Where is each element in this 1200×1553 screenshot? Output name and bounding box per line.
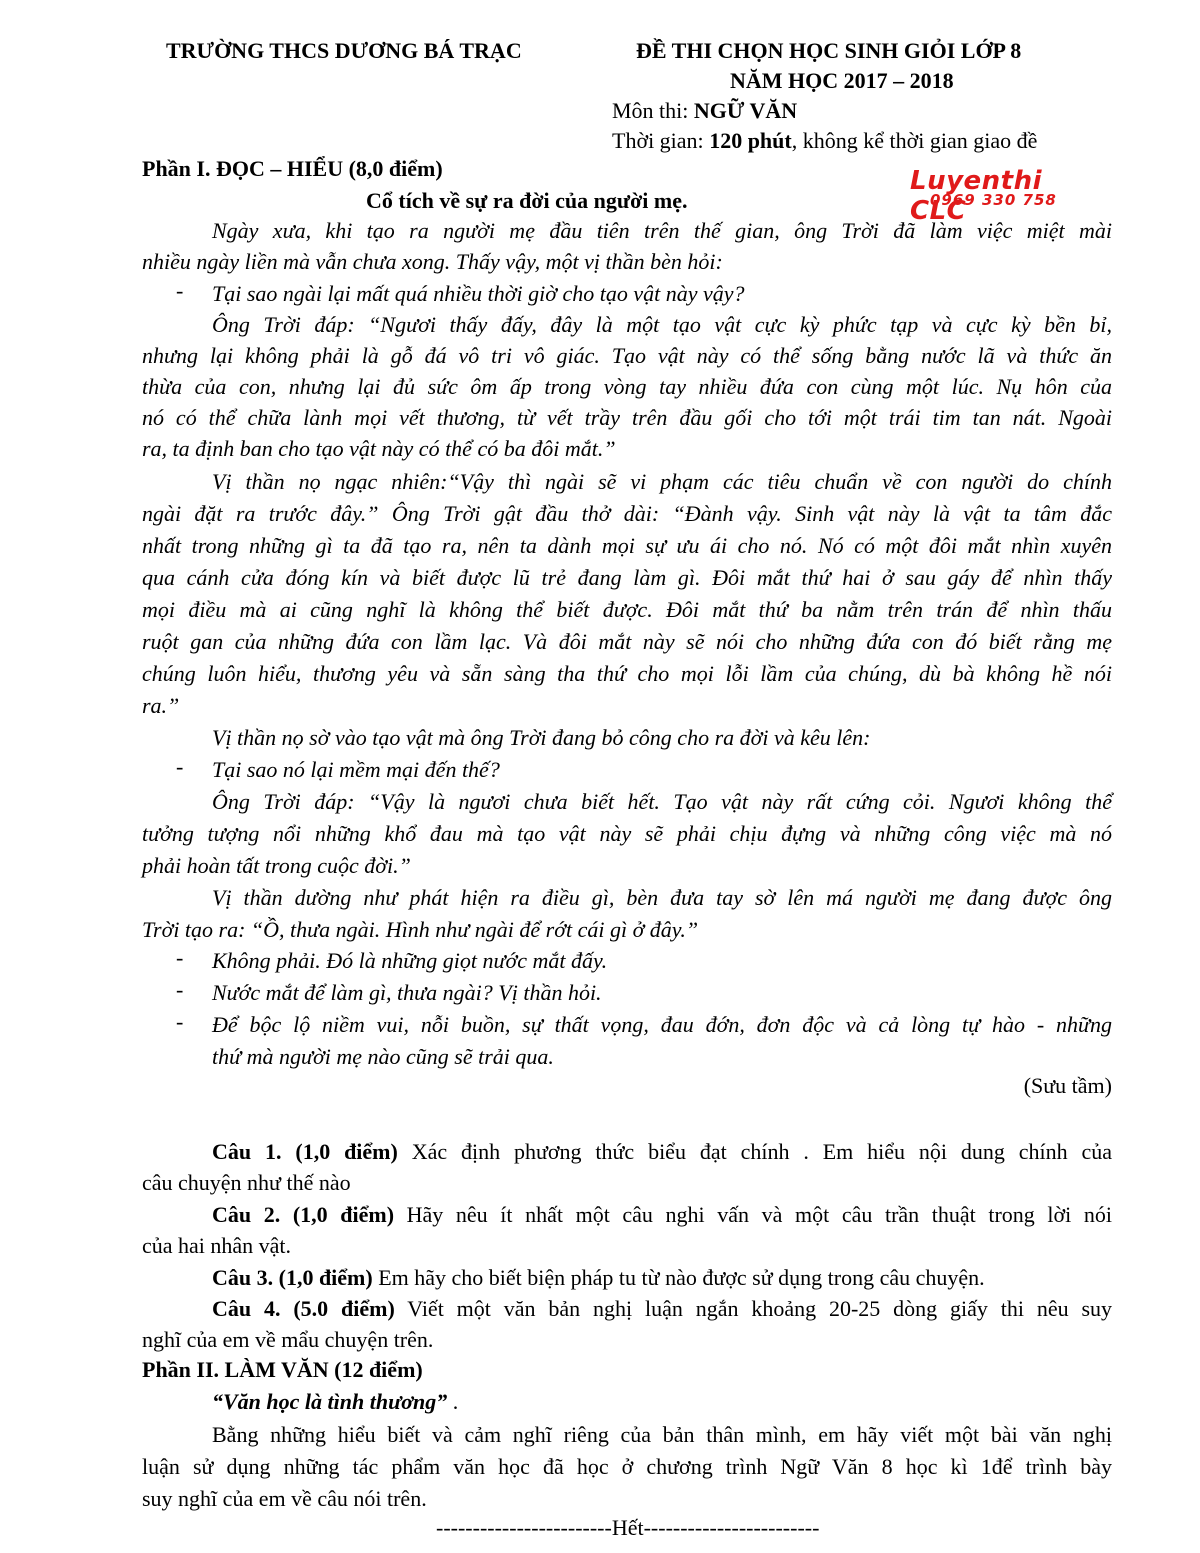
story-line: Vị thần nọ ngạc nhiên:“Vậy thì ngài sẽ vi phạm các tiêu chuẩn về con người do chính bbox=[212, 469, 1112, 494]
school-name: TRƯỜNG THCS DƯƠNG BÁ TRẠC bbox=[166, 38, 522, 63]
part2-line: luận sử dụng những tác phẩm văn học đã học ở chương trình Ngữ Văn 8 học kì 1để trình bày bbox=[142, 1454, 1112, 1479]
story-line: Ngày xưa, khi tạo ra người mẹ đầu tiên trên thế gian, ông Trời đã làm việc miệt mài bbox=[212, 218, 1112, 243]
question-text: Viết một văn bản nghị luận ngắn khoảng 20-25 dòng giấy thi nêu suy bbox=[394, 1296, 1112, 1321]
part2-quote: “Văn học là tình thương” bbox=[212, 1389, 448, 1414]
time-note: , không kể thời gian giao đề bbox=[791, 128, 1038, 153]
part2-quote-tail: . bbox=[447, 1389, 459, 1414]
story-line: Ông Trời đáp: “Ngươi thấy đấy, đây là một tạo vật cực kỳ phức tạp và cực kỳ bền bỉ, bbox=[212, 312, 1112, 337]
part1-heading: Phần I. ĐỌC – HIỂU (8,0 điểm) bbox=[142, 156, 443, 181]
luyenthi-logo bbox=[910, 166, 1100, 226]
dialogue-dash: - bbox=[176, 945, 184, 970]
story-line: mọi điều mà ai cũng nghĩ là không thể biết được. Đôi mắt thứ ba nằm trên trán để nhìn thấu bbox=[142, 597, 1112, 622]
dialogue-dash: - bbox=[176, 1009, 184, 1034]
subject-value: NGỮ VĂN bbox=[693, 98, 798, 123]
question-4 bbox=[212, 1293, 1112, 1324]
question-2 bbox=[212, 1199, 1112, 1230]
story-line: Tại sao nó lại mềm mại đến thế? bbox=[212, 757, 500, 782]
school-year: NĂM HỌC 2017 – 2018 bbox=[730, 68, 954, 93]
question-1 bbox=[212, 1136, 1112, 1167]
end-marker: ------------------------Hết------------------------ bbox=[436, 1515, 820, 1540]
story-line: qua cánh cửa đóng kín và biết được lũ trẻ đang làm gì. Đôi mắt thứ hai ở sau gáy để nhìn thấy bbox=[142, 565, 1112, 590]
story-line: Trời tạo ra: “Ồ, thưa ngài. Hình như ngài để rớt cái gì ở đây.” bbox=[142, 917, 699, 942]
story-line: Ông Trời đáp: “Vậy là ngươi chưa biết hết. Tạo vật này rất cứng cỏi. Ngươi không thể bbox=[212, 789, 1112, 814]
question-label: Câu 3. (1,0 điểm) bbox=[212, 1265, 373, 1290]
question-text: Em hãy cho biết biện pháp tu từ nào được sử dụng trong câu chuyện. bbox=[372, 1265, 985, 1290]
question-label: Câu 4. (5.0 điểm) bbox=[212, 1296, 395, 1321]
question-text: Hãy nêu ít nhất một câu nghi vấn và một câu trần thuật trong lời nói bbox=[394, 1202, 1112, 1227]
story-line: nhiều ngày liền mà vẫn chưa xong. Thấy vậy, một vị thần bèn hỏi: bbox=[142, 249, 723, 274]
dialogue-dash: - bbox=[176, 754, 184, 779]
story-line: thừa của con, nhưng lại đủ sức ôm ấp trong vòng tay nhiều đứa con cùng một lúc. Nụ hôn của bbox=[142, 374, 1112, 399]
story-line: ngài đặt ra trước đây.” Ông Trời gật đầu thở dài: “Đành vậy. Sinh vật này là vật ta tâm đắc bbox=[142, 501, 1112, 526]
story-line: nhưng lại không phải là gỗ đá vô tri vô giác. Tạo vật này có thể sống bằng nước lã và thức ăn bbox=[142, 343, 1112, 368]
story-line: ra.” bbox=[142, 693, 180, 718]
question-label: Câu 2. (1,0 điểm) bbox=[212, 1202, 395, 1227]
part2-line: Bằng những hiểu biết và cảm nghĩ riêng của bản thân mình, em hãy viết một bài văn nghị bbox=[212, 1422, 1112, 1447]
time-value: 120 phút bbox=[709, 128, 792, 153]
question-text-cont: nghĩ của em về mẩu chuyện trên. bbox=[142, 1327, 434, 1352]
logo-phone: 0969 330 758 bbox=[930, 191, 1057, 209]
story-line: nó có thể chữa lành mọi vết thương, từ vết trầy trên đầu gối cho tới một trái tim tan nát. Ngoài bbox=[142, 405, 1112, 430]
story-line: Tại sao ngài lại mất quá nhiều thời giờ cho tạo vật này vậy? bbox=[212, 281, 745, 306]
question-label: Câu 1. (1,0 điểm) bbox=[212, 1139, 398, 1164]
story-line: Không phải. Đó là những giọt nước mắt đấy. bbox=[212, 948, 608, 973]
story-line: ra, ta định ban cho tạo vật này có thể có ba đôi mắt.” bbox=[142, 436, 616, 461]
question-3 bbox=[212, 1262, 1112, 1293]
story-line: Nước mắt để làm gì, thưa ngài? Vị thần hỏi. bbox=[212, 980, 602, 1005]
source-note: (Sưu tầm) bbox=[1023, 1073, 1112, 1098]
story-line: Vị thần dường như phát hiện ra điều gì, bèn đưa tay sờ lên má người mẹ đang được ông bbox=[212, 885, 1112, 910]
time-label: Thời gian: bbox=[612, 128, 710, 153]
part2-heading: Phần II. LÀM VĂN (12 điểm) bbox=[142, 1357, 423, 1382]
story-line: nhất trong những gì ta đã tạo ra, nên ta dành mọi sự ưu ái cho nó. Nó có một đôi mắt nhìn xuyên bbox=[142, 533, 1112, 558]
part2-quote-line bbox=[212, 1389, 458, 1415]
dialogue-dash: - bbox=[176, 977, 184, 1002]
story-title: Cổ tích về sự ra đời của người mẹ. bbox=[366, 188, 688, 213]
story-line: thứ mà người mẹ nào cũng sẽ trải qua. bbox=[212, 1044, 554, 1069]
time-line bbox=[612, 128, 1037, 154]
subject-label: Môn thi: bbox=[612, 98, 694, 123]
story-line: Để bộc lộ niềm vui, nỗi buồn, sự thất vọng, đau đớn, đơn độc và cả lòng tự hào - những bbox=[212, 1012, 1112, 1037]
story-line: tưởng tượng nổi những khổ đau mà tạo vật này sẽ phải chịu đựng và những công việc mà nó bbox=[142, 821, 1112, 846]
story-line: chúng luôn hiểu, thương yêu và sẵn sàng tha thứ cho mọi lỗi lầm của chúng, dù bà không hề nói bbox=[142, 661, 1112, 686]
question-text-cont: câu chuyện như thế nào bbox=[142, 1170, 351, 1195]
logo-title: Luyenthi CLC bbox=[910, 166, 1043, 226]
story-line: ruột gan của những đứa con lầm lạc. Và đôi mắt này sẽ nói cho những đứa con đó biết rằng mẹ bbox=[142, 629, 1112, 654]
subject-line bbox=[612, 98, 797, 124]
story-line: Vị thần nọ sờ vào tạo vật mà ông Trời đang bỏ công cho ra đời và kêu lên: bbox=[212, 725, 871, 750]
part2-line: suy nghĩ của em về câu nói trên. bbox=[142, 1486, 427, 1511]
story-line: phải hoàn tất trong cuộc đời.” bbox=[142, 853, 411, 878]
question-text-cont: của hai nhân vật. bbox=[142, 1233, 292, 1258]
question-text: Xác định phương thức biểu đạt chính . Em hiểu nội dung chính của bbox=[397, 1139, 1112, 1164]
dialogue-dash: - bbox=[176, 278, 184, 303]
exam-title: ĐỀ THI CHỌN HỌC SINH GIỎI LỚP 8 bbox=[636, 38, 1022, 63]
